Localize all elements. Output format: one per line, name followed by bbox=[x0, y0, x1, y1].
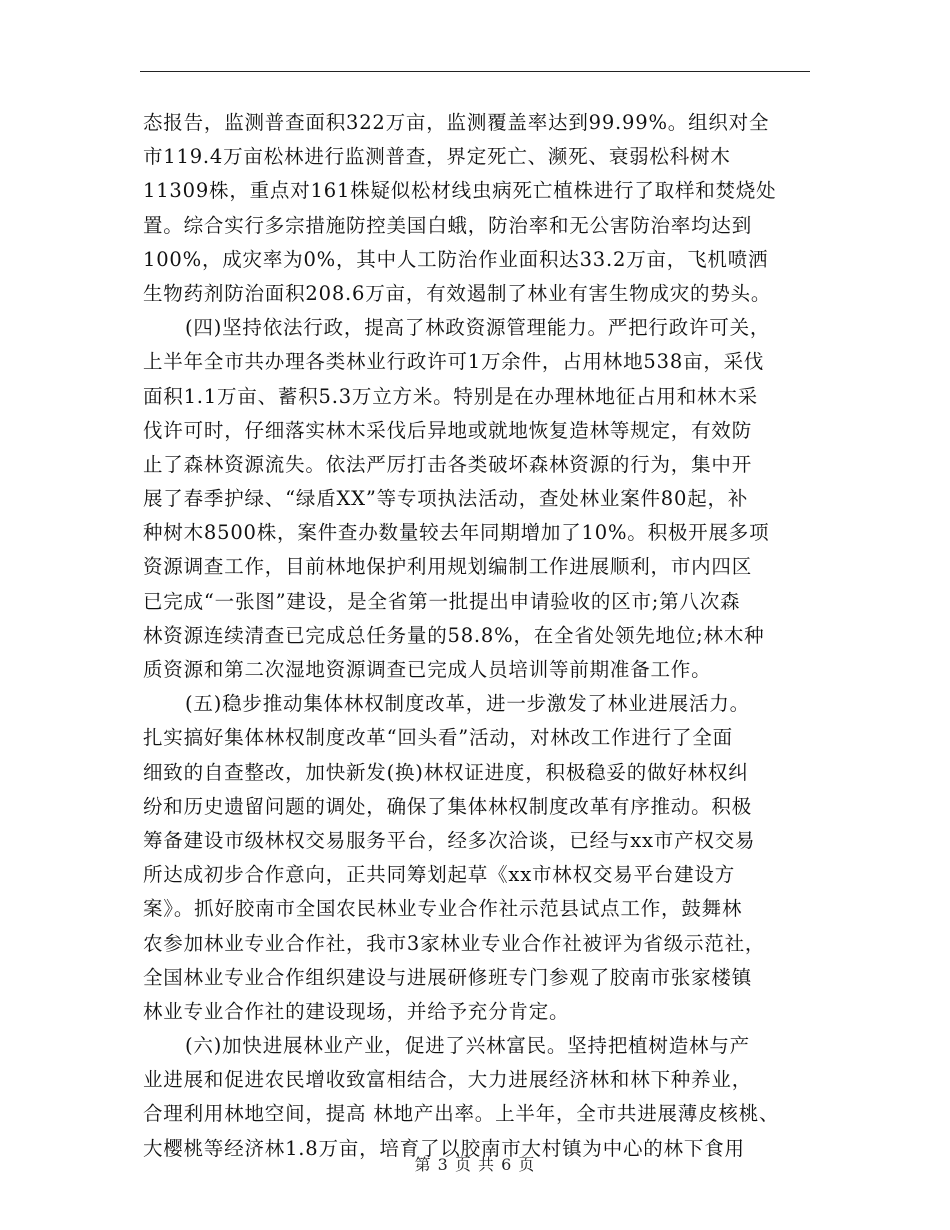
paragraph-line: 态报告，监测普查面积322万亩，监测覆盖率达到99.99%。组织对全 bbox=[143, 111, 770, 134]
section-heading-4: (四)坚持依法行政，提高了林政资源管理能力。严把行政许可关， bbox=[185, 316, 771, 340]
section-heading-5: (五)稳步推动集体林权制度改革，进一步激发了林业进展活力。 bbox=[185, 692, 750, 716]
paragraph-line: 农参加林业专业合作社，我市3家林业专业合作社被评为省级示范社， bbox=[143, 931, 766, 955]
paragraph-line: 种树木8500株，案件查办数量较去年同期增加了10%。积极开展多项 bbox=[143, 521, 770, 545]
paragraph-line: 大樱桃等经济林1.8万亩，培育了以胶南市大村镇为中心的林下食用 bbox=[143, 1136, 745, 1160]
paragraph-line: 林资源连续清查已完成总任务量的58.8%，在全省处领先地位;林木种 bbox=[143, 623, 765, 647]
paragraph-line: 11309株，重点对161株疑似松材线虫病死亡植株进行了取样和焚烧处 bbox=[143, 179, 777, 203]
paragraph-line: 全国林业专业合作组织建设与进展研修班专门参观了胶南市张家楼镇 bbox=[143, 965, 753, 989]
page-number-footer: 第 3 页 共 6 页 bbox=[414, 1155, 536, 1174]
paragraph-line: 案》。抓好胶南市全国农民林业专业合作社示范县试点工作，鼓舞林 bbox=[143, 897, 743, 921]
paragraph-line: 已完成“一张图”建设，是全省第一批提出申请验收的区市;第八次森 bbox=[143, 589, 741, 613]
paragraph-line: 所达成初步合作意向，正共同筹划起草《xx市林权交易平台建设方 bbox=[143, 863, 735, 887]
paragraph-line: 林业专业合作社的建设现场，并给予充分肯定。 bbox=[143, 999, 570, 1023]
paragraph-line: 止了森林资源流失。依法严厉打击各类破坏森林资源的行为，集中开 bbox=[143, 452, 753, 476]
header-rule bbox=[140, 71, 810, 72]
paragraph-line: 面积1.1万亩、蓄积5.3万立方米。特别是在办理林地征占用和林木采 bbox=[143, 384, 758, 408]
paragraph-line: 纷和历史遗留问题的调处，确保了集体林权制度改革有序推动。积极 bbox=[143, 794, 753, 818]
paragraph-line: 100%，成灾率为0%，其中人工防治作业面积达33.2万亩，飞机喷洒 bbox=[143, 247, 769, 271]
paragraph-line: 生物药剂防治面积208.6万亩，有效遏制了林业有害生物成灾的势头。 bbox=[143, 281, 772, 305]
document-body bbox=[143, 106, 815, 1166]
paragraph-line: 筹备建设市级林权交易服务平台，经多次洽谈，已经与xx市产权交易 bbox=[143, 828, 756, 852]
paragraph-line: 置。综合实行多宗措施防控美国白蛾，防治率和无公害防治率均达到 bbox=[143, 213, 753, 237]
paragraph-line: 合理利用林地空间，提高 林地产出率。上半年，全市共进展薄皮核桃、 bbox=[143, 1102, 780, 1126]
paragraph-line: 上半年全市共办理各类林业行政许可1万余件，占用林地538亩，采伐 bbox=[143, 350, 765, 374]
paragraph-line: 展了春季护绿、“绿盾XX”等专项执法活动，查处林业案件80起，补 bbox=[143, 487, 749, 511]
section-heading-6: (六)加快进展林业产业，促进了兴林富民。坚持把植树造林与产 bbox=[185, 1034, 750, 1058]
paragraph-line: 业进展和促进农民增收致富相结合，大力进展经济林和林下种养业， bbox=[143, 1068, 753, 1092]
paragraph-line: 资源调查工作，目前林地保护利用规划编制工作进展顺利，市内四区 bbox=[143, 555, 753, 579]
paragraph-line: 质资源和第二次湿地资源调查已完成人员培训等前期准备工作。 bbox=[143, 658, 712, 681]
paragraph-line: 扎实搞好集体林权制度改革“回头看”活动，对林改工作进行了全面 bbox=[143, 726, 733, 750]
paragraph-line: 伐许可时，仔细落实林木采伐后异地或就地恢复造林等规定，有效防 bbox=[143, 418, 753, 442]
paragraph-line: 细致的自查整改，加快新发(换)林权证进度，积极稳妥的做好林权纠 bbox=[143, 760, 749, 784]
paragraph-line: 市119.4万亩松林进行监测普查，界定死亡、濒死、衰弱松科树木 bbox=[143, 145, 731, 169]
